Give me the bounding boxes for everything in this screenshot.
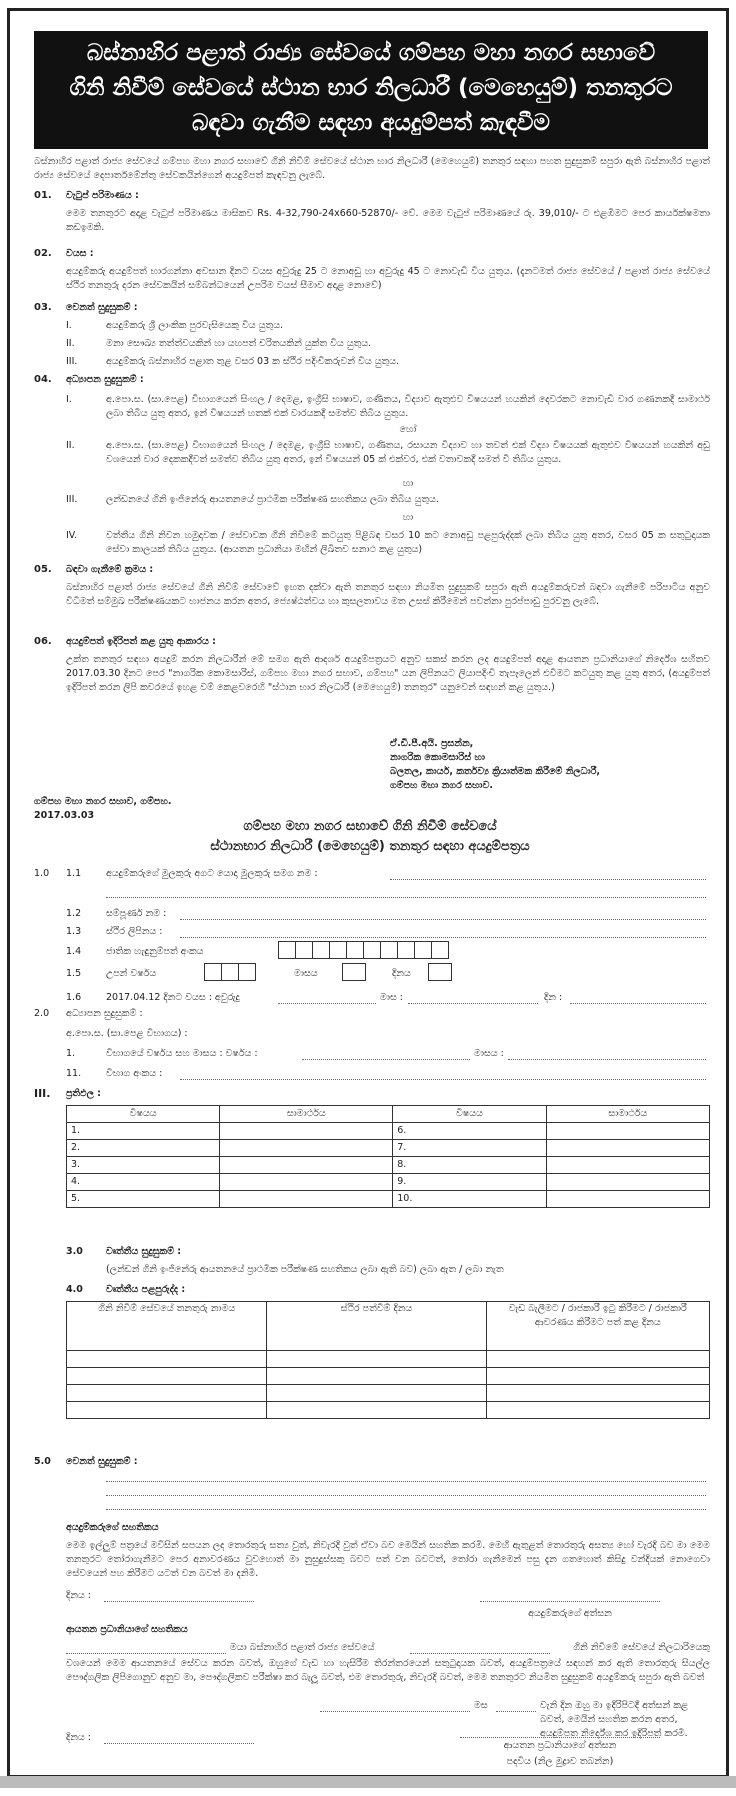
- head-certificate-title: ආයතන ප්‍රධානියාගේ සහතිකය: [66, 1624, 188, 1635]
- table-cell[interactable]: [486, 1351, 709, 1368]
- other-qualifications-line[interactable]: [106, 1481, 706, 1482]
- or-separator: හෝ: [399, 424, 417, 435]
- section-03-title: වෙනත් සුදුසුකම් :: [66, 302, 138, 313]
- table-cell[interactable]: 8.: [393, 1157, 546, 1174]
- head-certificate-part-a: මයා බස්නාහිර පළාත් රාජ්‍ය සේවයේ: [230, 1642, 375, 1653]
- full-name-field[interactable]: [180, 919, 706, 920]
- head-signature-label: ආයතන ප්‍රධානියාගේ අත්සන: [503, 1740, 617, 1751]
- professional-experience-label: වෘත්තීය පළපුරුද්ද :: [106, 1284, 186, 1295]
- birth-month-box[interactable]: [342, 963, 365, 981]
- section-04-item-number: IV.: [66, 530, 78, 541]
- table-cell[interactable]: [486, 1402, 709, 1419]
- column-header: විෂයය: [393, 1106, 546, 1123]
- column-header: සාමාර්ථය: [220, 1106, 393, 1123]
- title-banner: [34, 31, 708, 149]
- field-1-6-number: 1.6: [66, 992, 82, 1003]
- section-06-text: උක්ත තනතුර සඳහා අයදුම් කරන නිලධාරීන් මේ සමග ඇති ආදර්ශ අයදුම්පත්‍රයට අනුව සකස් කරන ලද අයදුම්පත් අදාළ ආයතන ප්‍රධානියාගේ නිර්දේශ සහිතව 2017.03.30 දිනට පෙර "නාගරික කොමසාරිස්, ගම්පහ මහා නගර සභාව, ගම්පහ" යන ලිපිනයට ලියාපදිංචි තැපෑලෙන් එවීමට කටයුතු කළ යුතු අතර, (අයදුම්පත් ඉදිරිපත් කරන ලිපි කවරයේ ඉහළ වම් කෙළවරෙහි "ස්ථාන භාර නිලධාරී (මෙහෙයුම්) තනතුර" යනුවෙන් සඳහන් කළ යුතුය.): [66, 654, 710, 693]
- table-cell[interactable]: 9.: [393, 1174, 546, 1191]
- birth-year-label: උපන් වර්ෂය: [106, 968, 157, 979]
- officer-name-field[interactable]: [66, 1653, 226, 1654]
- section-04-item-text: අ.පො.ස. (සා.පෙළ) විභාගයෙන් සිංහල / දෙමළ, ඉංග්‍රීසි භාෂාව, ගණිතය, විද්‍යාව ඇතුළුව විෂයයන් හයකින් දෙවරකට නොවැඩි වාර ගණනකදී සාමාර්ථ ලබා තිබිය යුතු අතර, ඉන් විෂයයන් හතක් එක් වාරයකදී සමත්ව තිබිය යුතුය.: [106, 394, 710, 419]
- section-06-number: 06.: [34, 636, 52, 647]
- banner-line-3: බඳවා ගැනීම සඳහා අයදුම්පත් කැඳවීම: [192, 110, 550, 136]
- table-cell[interactable]: [220, 1174, 393, 1191]
- permanent-address-field[interactable]: [180, 937, 706, 938]
- table-cell[interactable]: [546, 1157, 709, 1174]
- head-certificate-end: වැනි දින ඔහු මා ඉදිරිපිටදී අත්සන් කළ බවත්, මෙයින් සහතික කරන අතර, අයදුම්පත නිර්දේශ කර ඉදිරිපත් කරමි.: [540, 1700, 689, 1739]
- form-title-line-1: ගම්පහ මහා නගර සභාවේ ගිනි නිවීම් සේවයේ: [243, 819, 497, 834]
- month-label: මස: [474, 1700, 488, 1711]
- section-01-text: මෙම තනතුරට අදාළ වැටුප් පරිමාණය මාසිකව Rs. 4-32,790-24x660-52870/- වේ. මෙම වැටුප් පරිමාණයේ රු. 39,010/- ට එළඹීමට පෙර කාර්යක්ෂමතා කඩඉමකි.: [66, 208, 711, 233]
- table-row: [67, 1351, 710, 1368]
- section-05-number: 05.: [34, 564, 52, 575]
- other-qualifications-label: වෙනත් සුදුසුකම් :: [66, 1456, 138, 1467]
- column-header: විෂයය: [67, 1106, 220, 1123]
- section-03-item-text: අයදුම්කරු බස්නාහිර පළාත තුළ වසර 03 ක ස්ථිර පදිංචිකරුවන් විය යුතුය.: [106, 356, 400, 367]
- field-1-0-number: 1.0: [34, 868, 50, 879]
- applicant-certificate-text: මෙම ඉල්ලුම් පත්‍රයේ මවිසින් සපයන ලද තොරතුරු සත්‍ය වුත්, නිවැරදි වුත් ඒවා බව මෙයින් සහතික කරමි. මෙහි ඇතුළත් තොරතුරු අසත්‍ය හෝ වැරදි බව මා මෙම තනතුරට තෝරාගැනීමට පෙර අනාවරණය වුවහොත් මා නුසුදුස්සකු බවට පත් වන බවටත්, තෝරා ගැනීමෙන් පසු දැන ගතහොත් කිසිදු වන්දියක් නොගෙවා සේවයෙන් පහ කිරීමට යටත් වන බවත් මා දනිමි.: [66, 1540, 710, 1579]
- table-cell[interactable]: [67, 1385, 267, 1402]
- exam-month-label: මාසය :: [474, 1048, 504, 1059]
- field-3-0-number: 3.0: [66, 1246, 83, 1257]
- table-header-row: [67, 1302, 710, 1351]
- bottom-bar: [0, 1776, 736, 1788]
- table-row: [67, 1174, 710, 1191]
- designation-seal-label: පදවිය (නිල මුද්‍රාව තබන්න): [506, 1756, 614, 1767]
- birth-day-label: දිනය: [392, 968, 411, 979]
- results-number: III.: [34, 1087, 51, 1100]
- exam-index-label: විභාග අංකය :: [106, 1068, 163, 1079]
- section-03-item-number: III.: [66, 356, 78, 367]
- column-header: සාමාර්ථය: [546, 1106, 709, 1123]
- table-cell[interactable]: [267, 1402, 486, 1419]
- table-row: [67, 1368, 710, 1385]
- section-01-number: 01.: [34, 190, 52, 201]
- applicant-signature-label: අයදුම්කරුගේ අත්සන: [528, 1608, 612, 1619]
- table-cell[interactable]: [220, 1140, 393, 1157]
- section-05-title: බඳවා ගැනීමේ ක්‍රමය :: [66, 564, 154, 575]
- section-02-title: වයස :: [66, 248, 94, 259]
- signatory-name: ඒ.ඩී.පී.අයි. ප්‍රසන්න,: [390, 738, 474, 749]
- applicant-date-label: දිනය :: [66, 1590, 91, 1601]
- name-with-initials-label: අයදුම්කරුගේ මුලකුරු අගට යොදා මුලකුරු සමග නම :: [106, 868, 318, 879]
- exam-month-field[interactable]: [508, 1059, 706, 1060]
- section-04-item-number: II.: [66, 440, 75, 451]
- table-row: [67, 1157, 710, 1174]
- field-2-0-number: 2.0: [34, 1008, 50, 1019]
- section-06-title: අයදුම්පත් ඉදිරිපත් කළ යුතු ආකාරය :: [66, 636, 216, 647]
- education-label: අධ්‍යාපන සුදුසුකම් :: [66, 1008, 143, 1019]
- professional-qualifications-text: (ලන්ඩන් ගිනි ඉංජිනේරු ආයතනයේ ප්‍රාථමික පරීක්ෂණ සහතිකය ලබා ඇති බව) ලබා ඇත / ලබා නැත: [106, 1264, 504, 1275]
- age-months-label: මාස :: [380, 992, 404, 1003]
- signatory-role: බලතල, කාර්ය, කර්තව්‍ය ක්‍රියාත්මක කිරීමේ නිලධාරී,: [390, 766, 601, 777]
- issue-date: 2017.03.03: [34, 810, 95, 821]
- table-cell[interactable]: [267, 1385, 486, 1402]
- advertisement-page: [7, 8, 729, 1778]
- table-header-row: [67, 1106, 710, 1123]
- applicant-certificate-title: අයදුම්කරුගේ සහතිකය: [66, 1522, 159, 1533]
- field-1-1-number: 1.1: [66, 868, 82, 879]
- banner-line-2: ගිනි නිවීම් සේවයේ ස්ථාන භාර නිලධාරී (මෙහෙයුම්) තනතුරට: [69, 75, 673, 101]
- results-table: [66, 1105, 710, 1208]
- table-cell[interactable]: [486, 1385, 709, 1402]
- table-cell[interactable]: [220, 1191, 393, 1208]
- exam-index-field[interactable]: [180, 1079, 706, 1080]
- table-cell[interactable]: [220, 1157, 393, 1174]
- section-01-title: වැටුප් පරිමාණය :: [66, 190, 139, 201]
- table-cell[interactable]: [546, 1174, 709, 1191]
- table-cell[interactable]: 5.: [67, 1191, 220, 1208]
- other-qualifications-line[interactable]: [106, 1495, 706, 1496]
- head-certificate-text: වශයෙන් මෙම ආයතනයේ සේවය කරන බවත්, ඔහුගේ වැඩ හා හැසිරීම තිරන්තරයෙන් සතුටුදායක බවත්, අයදුම්පත්‍රයේ සඳහන් කර ඇති තොරතුරු සියල්ල පෞද්ගලික ලිපිගොනුව අනුව මා, පෞද්ගලිකව පරීක්ෂා කර බැලූ බවත්, එම තොරතුරු, නිවැරදි බවත්, මෙම තනතුරට නියමිත සුදුසුකම් අයදුම්කරු සපුරා ඇති බවත්: [66, 1658, 710, 1683]
- exam-year-label: විභාගයේ වර්ෂය සහ මාසය : වර්ෂය :: [106, 1048, 258, 1059]
- table-row: [67, 1385, 710, 1402]
- table-cell[interactable]: 2.: [67, 1140, 220, 1157]
- nic-number-boxes[interactable]: [278, 941, 448, 959]
- table-row: [67, 1140, 710, 1157]
- table-row: [67, 1191, 710, 1208]
- form-title-line-2: ස්ථානභාර නිලධාරී (මෙහෙයුම්) තනතුර සඳහා අයදුම්පත්‍රය: [210, 839, 530, 854]
- table-cell[interactable]: [486, 1368, 709, 1385]
- table-row: [67, 1123, 710, 1140]
- section-02-text: අයදුම්කරු අයදුම්පත් භාරගන්නා අවසාන දිනට වයස අවුරුදු 25 ට නොඅඩු හා අවුරුදු 45 ට නොවැඩි විය යුතුය. (දැනටමත් රාජ්‍ය සේවයේ / පළාත් රාජ්‍ය සේවයේ ස්ථිර තනතුරු දරන සේවකයින් සම්බන්ධයෙන් උපරිම වයස් සීමාව අදාළ නොවේ): [66, 266, 710, 291]
- experience-table: [66, 1301, 710, 1419]
- field-1-3-number: 1.3: [66, 926, 82, 937]
- section-05-text: බස්නාහිර පළාත් රාජ්‍ය සේවයේ ගිනි නිවීම් සේවාවේ ඉහත දක්වා ඇති තනතුර සඳහා නියමිත සුදුසුකම් සපුරා ඇති අයදුම්කරුවන් බඳවා ගැනීමේ පරිපාටිය අනුව විධිමත් සම්මුඛ පරීක්ෂණයකට භාජනය කරන අතර, ජ්‍යෙෂ්ඨත්වය හා කුසලතාවය මත උසස් කිරීමෙන් පවත්නා පුරප්පාඩු පුරවනු ලැබේ.: [66, 582, 710, 607]
- table-cell[interactable]: [546, 1123, 709, 1140]
- exam-index-number: 11.: [66, 1068, 82, 1079]
- sign-day-field[interactable]: [496, 1711, 536, 1712]
- name-with-initials-field[interactable]: [390, 879, 706, 880]
- field-1-5-number: 1.5: [66, 968, 82, 979]
- permanent-address-label: ස්ථිර ලිපිනය :: [106, 926, 163, 937]
- age-days-field[interactable]: [570, 1003, 706, 1004]
- nic-number-label: ජාතික හැඳුනුම්පත් අංකය: [106, 946, 204, 957]
- table-cell[interactable]: 1.: [67, 1123, 220, 1140]
- head-signature-field[interactable]: [460, 1737, 660, 1738]
- section-04-item-text: වත්තීය ගිනි නිවන හමුදාවක / සේවාවක ගිනි නිවීමේ කටයුතු පිළිබඳ වසර 10 කට නොඅඩු පළපුරුද්දක් ලබා තිබිය යුතු අතර, වසර 05 ක සතුටුදායක සේවා කාලයක් තිබිය යුතුය. (ආයතන ප්‍රධානියා මඟින් ලිඛිතව සනාථ කළ යුතුය): [106, 530, 710, 555]
- table-cell[interactable]: [67, 1402, 267, 1419]
- ol-exam-label: අ.පො.ස. (සා.පෙළ විභාගය) :: [66, 1028, 188, 1039]
- signatory-block: [390, 737, 710, 793]
- section-04-item-number: III.: [66, 494, 78, 505]
- table-row: [67, 1402, 710, 1419]
- issuing-place: ගම්පහ මහා නගර සභාව, ගම්පහ.: [34, 796, 172, 807]
- table-cell[interactable]: 10.: [393, 1191, 546, 1208]
- section-04-number: 04.: [34, 374, 52, 385]
- birth-month-label: මාසය: [294, 968, 318, 979]
- section-04-item-number: I.: [66, 394, 72, 405]
- section-04-title: අධ්‍යාපන සුදුසුකම් :: [66, 374, 144, 385]
- table-cell[interactable]: 6.: [393, 1123, 546, 1140]
- signatory-title: නාගරික කොමසාරිස් හා: [390, 752, 485, 763]
- section-03-number: 03.: [34, 302, 52, 313]
- field-1-4-number: 1.4: [66, 946, 82, 957]
- and-separator: හා: [402, 478, 414, 489]
- other-qualifications-line[interactable]: [106, 1509, 706, 1510]
- age-years-field[interactable]: [278, 1003, 376, 1004]
- table-cell[interactable]: [267, 1351, 486, 1368]
- table-cell[interactable]: [67, 1351, 267, 1368]
- field-1-2-number: 1.2: [66, 908, 82, 919]
- name-with-initials-field-line-2[interactable]: [106, 897, 706, 898]
- applicant-date-field[interactable]: [104, 1601, 254, 1602]
- table-cell[interactable]: [546, 1191, 709, 1208]
- exam-year-number: 1.: [66, 1048, 76, 1059]
- sign-date-field[interactable]: [320, 1711, 470, 1712]
- full-name-label: සම්පූර්ණ නම :: [106, 908, 167, 919]
- section-03-item-text: මනා සෞඛ්‍ය තත්ත්වයකින් හා යහපත් චරිතයකින් යුක්ත විය යුතුය.: [106, 338, 372, 349]
- field-4-0-number: 4.0: [66, 1284, 83, 1295]
- field-5-0-number: 5.0: [34, 1456, 51, 1467]
- table-cell[interactable]: 3.: [67, 1157, 220, 1174]
- table-cell[interactable]: 4.: [67, 1174, 220, 1191]
- section-03-item-number: I.: [66, 320, 72, 331]
- table-cell[interactable]: [267, 1368, 486, 1385]
- applicant-signature-field[interactable]: [480, 1601, 660, 1602]
- form-title: [110, 817, 630, 857]
- department-field[interactable]: [410, 1653, 550, 1654]
- head-date-field[interactable]: [104, 1743, 254, 1744]
- and-separator: හා: [402, 512, 414, 523]
- age-days-label: දින :: [544, 992, 563, 1003]
- section-03-item-number: II.: [66, 338, 75, 349]
- table-cell[interactable]: 7.: [393, 1140, 546, 1157]
- column-header: වැඩ බැලීමට / රාජකාරී ඉටු කිරීමට / රාජකාරී ආවරණය කිරීමට පත් කළ දිනය: [486, 1302, 709, 1351]
- table-cell[interactable]: [546, 1140, 709, 1157]
- column-header: ස්ථිර පත්වීම් දිනය: [267, 1302, 486, 1351]
- professional-qualifications-label: වෘත්තීය සුදුසුකම් :: [106, 1246, 182, 1257]
- table-cell[interactable]: [67, 1368, 267, 1385]
- age-label: 2017.04.12 දිනට වයස : අවුරුදු: [106, 992, 240, 1003]
- section-04-item-text: අ.පො.ස. (සා.පෙළ) විභාගයෙන් සිංහල / දෙමළ, ඉංග්‍රීසි භාෂාව, ගණිතය, රසායන විද්‍යාව හා තවත් එක් විද්‍යා විෂයයක් ඇතුළුව විෂයයන් හයකින් අඩු වශයෙන් වාර දෙකකදීවත් සමත්ව තිබිය යුතු අතර, ඉන් විෂයයන් 05 ක් එක්වර, එක් වතාවකදී සමත් වී තිබිය යුතුය.: [106, 440, 710, 465]
- intro-paragraph: බස්නාහිර පළාත් රාජ්‍ය සේවයේ ගම්පහ මහා නගර සභාවේ ගිනි නිවීම් සේවයේ ස්ථාන භාර නිලධාරී (මෙහෙයුම්) තනතුර සඳහා පහත සුදුසුකම් සපුරා ඇති බස්නාහිර පළාත් රාජ්‍ය සේවයේ දෙපාර්තමේන්තු සේවකයින්ගෙන් අයදුම්පත් කැඳවනු ලැබේ.: [34, 156, 710, 181]
- section-03-item-text: අයදුම්කරු ශ්‍රී ලාංකික පුරවැසියෙකු විය යුතුය.: [106, 320, 284, 331]
- exam-year-field[interactable]: [302, 1059, 470, 1060]
- signatory-office: ගම්පහ මහා නගර සභාව.: [390, 780, 494, 791]
- column-header: ගිනි නිවීම් සේවයේ තනතුරු නාමය: [67, 1302, 267, 1351]
- results-label: ප්‍රතිඵල :: [66, 1088, 101, 1099]
- section-02-number: 02.: [34, 248, 52, 259]
- head-certificate-part-b: ගිනි නිවීමේ සේවයේ නිලධාරියෙකු: [573, 1642, 710, 1653]
- birth-year-boxes[interactable]: [204, 963, 255, 981]
- age-months-field[interactable]: [408, 1003, 538, 1004]
- birth-day-box[interactable]: [428, 963, 451, 981]
- head-date-label: දිනය :: [66, 1732, 91, 1743]
- banner-line-1: බස්නාහිර පළාත් රාජ්‍ය සේවයේ ගම්පහ මහා නගර සභාවේ: [86, 40, 656, 66]
- section-04-item-text: ලන්ඩනයේ ගිනි ඉංජිනේරු ආයතනයේ ප්‍රාථමික පරීක්ෂණ සහතිකය ලබා තිබිය යුතුය.: [106, 494, 439, 505]
- table-cell[interactable]: [220, 1123, 393, 1140]
